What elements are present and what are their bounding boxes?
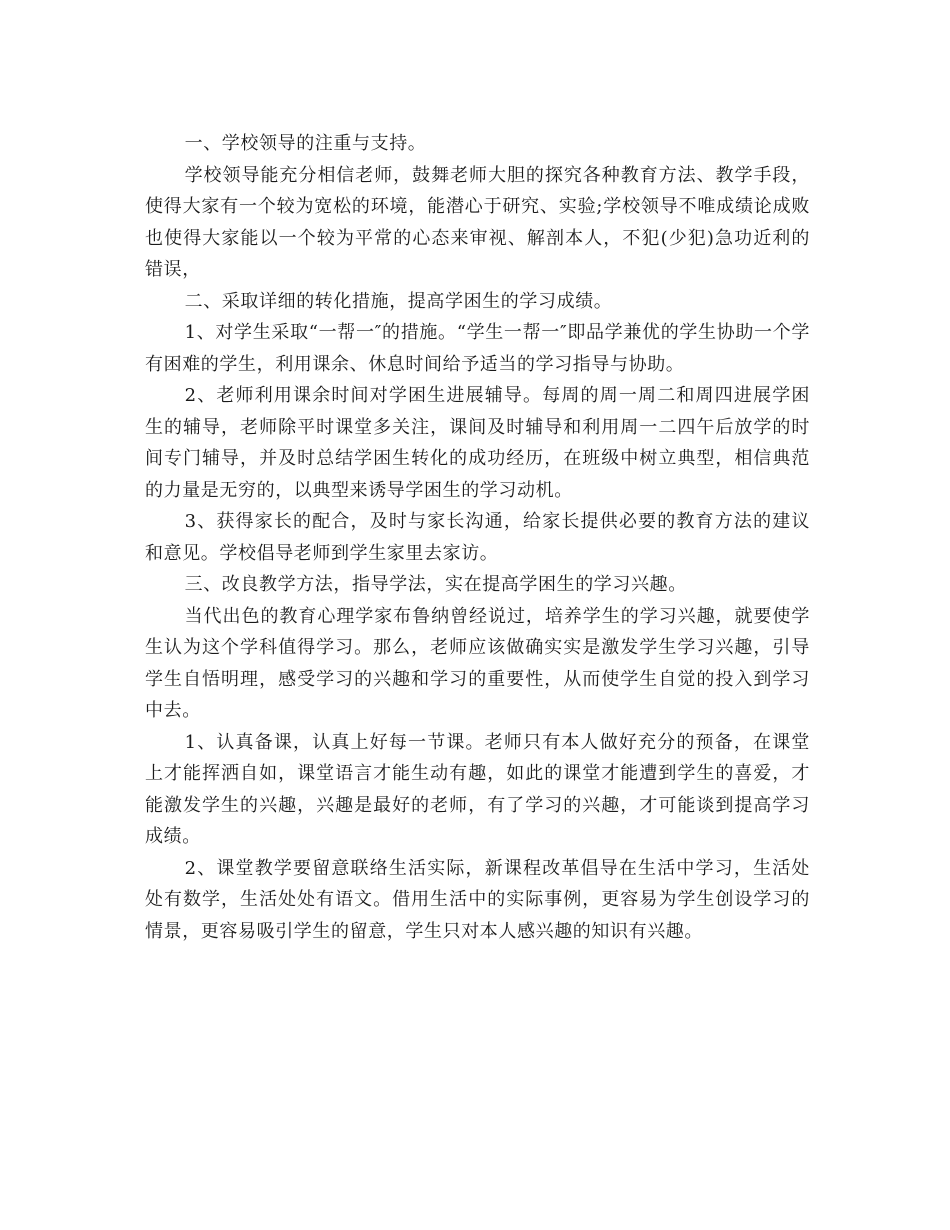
paragraph: 学校领导能充分相信老师，鼓舞老师大胆的探究各种教育方法、教学手段，使得大家有一个较为宽松的环境，能潜心于研究、实验;学校领导不唯成绩论成败也使得大家能以一个较为平常的心态来审视、解剖本人，不犯(少犯)急功近利的错误， <box>145 164 810 280</box>
section-heading-2: 二、采取详细的转化措施，提高学困生的学习成绩。 <box>184 290 613 312</box>
paragraph: 2、老师利用课余时间对学困生进展辅导。每周的周一周二和周四进展学困生的辅导，老师除平时课堂多关注，课间及时辅导和利用周一二四午后放学的时间专门辅导，并及时总结学困生转化的成功经历，在班级中树立典型，相信典范的力量是无穷的，以典型来诱导学困生的学习动机。 <box>145 385 810 501</box>
paragraph: 当代出色的教育心理学家布鲁纳曾经说过，培养学生的学习兴趣，就要使学生认为这个学科值得学习。那么，老师应该做确实实是激发学生学习兴趣，引导学生自悟明理，感受学习的兴趣和学习的重要性，从而使学生自觉的投入到学习中去。 <box>145 605 810 721</box>
paragraph: 3、获得家长的配合，及时与家长沟通，给家长提供必要的教育方法的建议和意见。学校倡导老师到学生家里去家访。 <box>145 511 810 564</box>
document-body <box>145 128 810 947</box>
section-heading-1: 一、学校领导的注重与支持。 <box>184 133 427 154</box>
section-heading-3: 三、改良教学方法，指导学法，实在提高学困生的学习兴趣。 <box>184 574 687 595</box>
paragraph: 1、认真备课，认真上好每一节课。老师只有本人做好充分的预备，在课堂上才能挥洒自如，课堂语言才能生动有趣，如此的课堂才能遭到学生的喜爱，才能激发学生的兴趣，兴趣是最好的老师，有了学习的兴趣，才可能谈到提高学习成绩。 <box>145 731 810 847</box>
paragraph: 1、对学生采取“一帮一″的措施。“学生一帮一″即品学兼优的学生协助一个学有困难的学生，利用课余、休息时间给予适当的学习指导与协助。 <box>145 322 810 375</box>
paragraph: 2、课堂教学要留意联络生活实际，新课程改革倡导在生活中学习，生活处处有数学，生活处处有语文。借用生活中的实际事例，更容易为学生创设学习的情景，更容易吸引学生的留意，学生只对本人感兴趣的知识有兴趣。 <box>145 857 810 942</box>
